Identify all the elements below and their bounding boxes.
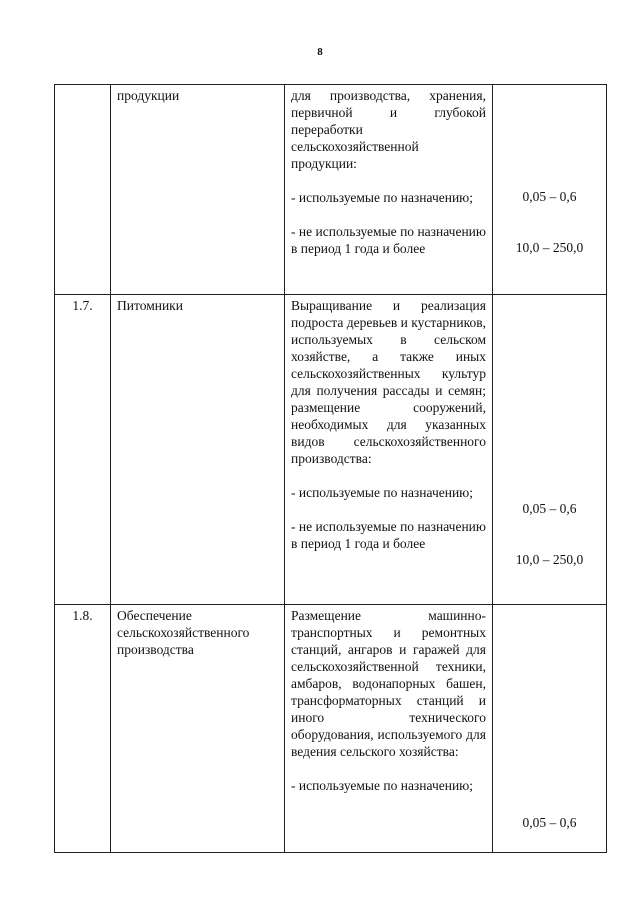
rate-cell: [493, 605, 607, 852]
description-intro: для производства, хранения, первичной и глубокой переработки сельскохозяйственной продукции:: [291, 88, 486, 171]
row-number: [55, 85, 111, 294]
table-row: [55, 605, 607, 853]
land-use-type: продукции: [111, 85, 285, 294]
description-intro: Выращивание и реализация подроста деревьев и кустарников, используемых в сельском хозяйстве, а также иных сельскохозяйственных культур для получения рассады и семян; размещение сооружений, необходимых для указанных видов сельскохозяйственного производства:: [291, 298, 486, 466]
table-row: [55, 85, 607, 295]
land-use-type: Обеспечение сельскохозяйственного производства: [111, 605, 285, 852]
rate-value-used: 0,05 – 0,6: [522, 189, 577, 204]
rate-value-unused: 10,0 – 250,0: [515, 552, 584, 567]
rate-cell: [493, 85, 607, 294]
description-used: - используемые по назначению;: [291, 190, 474, 205]
description-unused: - не используемые по назначению в период 1 года и более: [291, 519, 486, 551]
land-use-description: [285, 85, 493, 294]
row-number: 1.8.: [55, 605, 111, 852]
description-intro: Размещение машинно-транспортных и ремонтных станций, ангаров и гаражей для сельскохозяйственной техники, амбаров, водонапорных башен, трансформаторных станций и иного технического оборудования, используемого для ведения сельского хозяйства:: [291, 608, 486, 759]
description-used: - используемые по назначению;: [291, 485, 474, 500]
row-number: 1.7.: [55, 295, 111, 604]
land-use-description: [285, 295, 493, 604]
description-unused: - не используемые по назначению в период 1 года и более: [291, 224, 486, 256]
description-used: - используемые по назначению;: [291, 778, 474, 793]
table-row: [55, 295, 607, 605]
land-use-table: [54, 84, 607, 853]
page-number: 8: [317, 46, 323, 58]
rate-cell: [493, 295, 607, 604]
rate-value-unused: 10,0 – 250,0: [515, 240, 584, 255]
rate-value-used: 0,05 – 0,6: [522, 815, 577, 830]
land-use-type: Питомники: [111, 295, 285, 604]
land-use-description: [285, 605, 493, 852]
rate-value-used: 0,05 – 0,6: [522, 501, 577, 516]
